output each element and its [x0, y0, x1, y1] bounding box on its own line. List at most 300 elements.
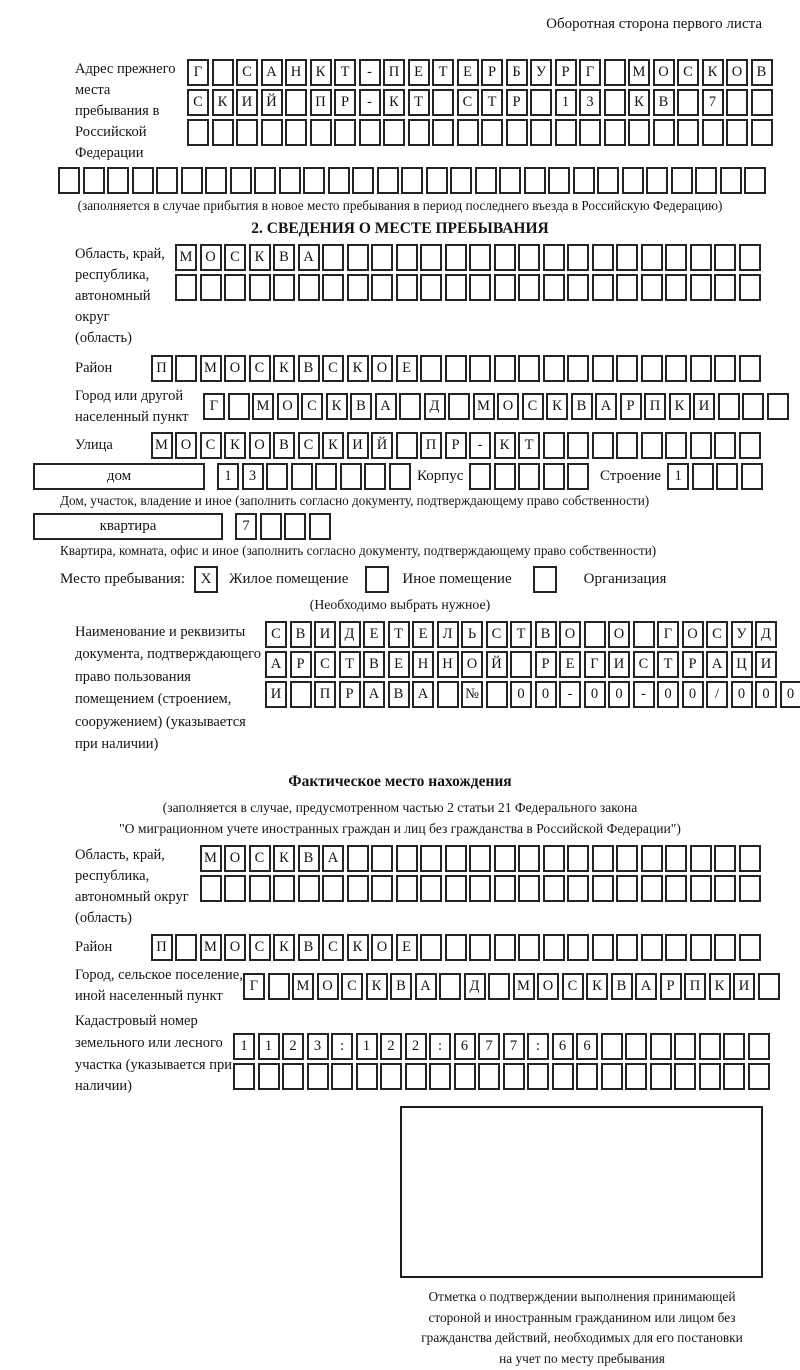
char-box: 6 — [576, 1033, 598, 1060]
char-box: С — [236, 59, 258, 86]
korpus-row — [469, 463, 592, 490]
previous-address-block — [75, 59, 763, 164]
char-box: Ь — [461, 621, 483, 648]
char-box — [494, 934, 516, 961]
char-box — [420, 244, 442, 271]
char-box: И — [236, 89, 258, 116]
char-box: К — [326, 393, 348, 420]
char-box — [426, 167, 448, 194]
char-box: К — [494, 432, 516, 459]
char-box: Т — [432, 59, 454, 86]
previous-address-row-3 — [187, 119, 775, 146]
char-box — [266, 463, 288, 490]
char-box — [405, 1063, 427, 1090]
char-box: 0 — [535, 681, 557, 708]
char-box — [224, 875, 246, 902]
apartment-row — [235, 513, 333, 540]
char-box: / — [706, 681, 728, 708]
char-box — [228, 393, 250, 420]
char-box: М — [200, 845, 222, 872]
char-box — [742, 393, 764, 420]
char-box — [714, 244, 736, 271]
char-box — [690, 244, 712, 271]
char-box — [628, 119, 650, 146]
char-box — [739, 244, 761, 271]
char-box: 3 — [579, 89, 601, 116]
char-box: 0 — [682, 681, 704, 708]
char-box: - — [633, 681, 655, 708]
char-box — [699, 1033, 721, 1060]
actual-district-row — [151, 934, 764, 961]
previous-address-note: (заполняется в случае прибытия в новое место пребывания в период последнего въезда в Российскую Федерацию) — [0, 197, 800, 215]
char-box: Р — [535, 651, 557, 678]
house-note: Дом, участок, владение и иное (заполнить согласно документу, подтверждающему право собственности) — [60, 493, 800, 509]
char-box: К — [669, 393, 691, 420]
char-box — [641, 845, 663, 872]
char-box: Й — [486, 651, 508, 678]
char-box — [450, 167, 472, 194]
actual-district-block — [75, 934, 763, 961]
char-box — [445, 355, 467, 382]
char-box — [767, 393, 789, 420]
char-box — [714, 875, 736, 902]
char-box: С — [486, 621, 508, 648]
char-box: О — [682, 621, 704, 648]
char-box: Т — [481, 89, 503, 116]
char-box: О — [224, 934, 246, 961]
char-box — [396, 432, 418, 459]
char-box — [506, 119, 528, 146]
stamp-caption-line-3: гражданства действий, необходимых для его постановки — [393, 1328, 771, 1349]
char-box — [739, 875, 761, 902]
char-box: Р — [555, 59, 577, 86]
char-box — [741, 463, 763, 490]
char-box: Д — [464, 973, 486, 1000]
char-box — [408, 119, 430, 146]
char-box: 0 — [731, 681, 753, 708]
char-box — [604, 59, 626, 86]
char-box: Г — [243, 973, 265, 1000]
stroenie-label: Строение — [600, 463, 661, 490]
char-box: Е — [457, 59, 479, 86]
actual-region-grid — [200, 845, 764, 929]
char-box — [494, 463, 516, 490]
char-box — [284, 513, 306, 540]
char-box: У — [731, 621, 753, 648]
street-block — [75, 432, 763, 459]
char-box — [543, 432, 565, 459]
char-box: С — [314, 651, 336, 678]
char-box — [758, 973, 780, 1000]
char-box — [552, 1063, 574, 1090]
char-box — [322, 274, 344, 301]
stroenie-row — [667, 463, 765, 490]
char-box — [518, 845, 540, 872]
char-box — [579, 119, 601, 146]
char-box — [481, 119, 503, 146]
document-block — [75, 621, 763, 756]
char-box: О — [249, 432, 271, 459]
char-box: О — [497, 393, 519, 420]
char-box — [726, 119, 748, 146]
char-box: И — [755, 651, 777, 678]
char-box: А — [298, 244, 320, 271]
char-box — [469, 463, 491, 490]
char-box: А — [265, 651, 287, 678]
char-box: - — [359, 89, 381, 116]
cadastral-row-1 — [233, 1033, 772, 1060]
char-box — [380, 1063, 402, 1090]
char-box — [592, 875, 614, 902]
char-box — [641, 934, 663, 961]
char-box — [567, 934, 589, 961]
actual-city-block — [75, 965, 763, 1007]
char-box — [448, 393, 470, 420]
cadastral-grid — [233, 1033, 772, 1098]
char-box: К — [366, 973, 388, 1000]
char-box — [625, 1063, 647, 1090]
char-box: В — [298, 355, 320, 382]
char-box: К — [273, 934, 295, 961]
char-box: С — [298, 432, 320, 459]
char-box: С — [187, 89, 209, 116]
char-box — [175, 274, 197, 301]
char-box: И — [314, 621, 336, 648]
char-box — [396, 875, 418, 902]
char-box — [429, 1063, 451, 1090]
stay-option-residential-label: Жилое помещение — [229, 566, 348, 593]
char-box — [469, 875, 491, 902]
char-box: У — [530, 59, 552, 86]
char-box — [371, 244, 393, 271]
char-box: 7 — [478, 1033, 500, 1060]
char-box — [396, 244, 418, 271]
stay-checkbox-organization — [533, 566, 557, 593]
stamp-caption-line-4: на учет по месту пребывания — [393, 1349, 771, 1370]
char-box — [677, 89, 699, 116]
char-box: С — [562, 973, 584, 1000]
actual-region-row-2 — [200, 875, 764, 902]
char-box: К — [383, 89, 405, 116]
char-box — [310, 119, 332, 146]
stay-type-label: Место пребывания: — [60, 566, 185, 593]
char-box: П — [310, 89, 332, 116]
district-label: Район — [75, 358, 112, 379]
char-box — [702, 119, 724, 146]
char-box — [714, 355, 736, 382]
char-box: М — [200, 355, 222, 382]
char-box — [396, 274, 418, 301]
char-box — [748, 1063, 770, 1090]
char-box — [739, 934, 761, 961]
char-box — [445, 244, 467, 271]
char-box — [604, 119, 626, 146]
char-box — [399, 393, 421, 420]
char-box — [260, 513, 282, 540]
char-box: Т — [510, 621, 532, 648]
char-box — [454, 1063, 476, 1090]
char-box — [518, 875, 540, 902]
char-box — [616, 355, 638, 382]
actual-city-label: Город, сельское поселение, иной населенный пункт — [75, 965, 243, 1007]
char-box: 1 — [555, 89, 577, 116]
char-box: А — [412, 681, 434, 708]
char-box — [543, 875, 565, 902]
stamp-caption-line-2: стороной и иностранным гражданином или лицом без — [393, 1308, 771, 1329]
region-grid — [175, 244, 763, 349]
char-box: 6 — [552, 1033, 574, 1060]
actual-region-row-1 — [200, 845, 764, 872]
stay-checkbox-other — [365, 566, 389, 593]
street-row — [151, 432, 764, 459]
char-box — [714, 432, 736, 459]
char-box: 1 — [667, 463, 689, 490]
actual-city-row — [243, 973, 782, 1000]
char-box — [279, 167, 301, 194]
section2-title: 2. СВЕДЕНИЯ О МЕСТЕ ПРЕБЫВАНИЯ — [0, 220, 800, 238]
char-box — [437, 681, 459, 708]
char-box — [674, 1033, 696, 1060]
document-row-2 — [265, 651, 800, 678]
char-box — [723, 1063, 745, 1090]
char-box — [616, 875, 638, 902]
char-box: К — [709, 973, 731, 1000]
char-box: П — [684, 973, 706, 1000]
char-box — [690, 274, 712, 301]
char-box — [641, 274, 663, 301]
char-box — [359, 119, 381, 146]
char-box: О — [175, 432, 197, 459]
char-box: К — [212, 89, 234, 116]
char-box: А — [415, 973, 437, 1000]
char-box — [254, 167, 276, 194]
char-box — [499, 167, 521, 194]
char-box: 6 — [454, 1033, 476, 1060]
char-box — [665, 244, 687, 271]
char-box: В — [388, 681, 410, 708]
char-box — [616, 274, 638, 301]
char-box — [739, 432, 761, 459]
char-box — [432, 119, 454, 146]
char-box — [205, 167, 227, 194]
char-box — [622, 167, 644, 194]
char-box — [389, 463, 411, 490]
char-box: М — [473, 393, 495, 420]
char-box: О — [653, 59, 675, 86]
char-box — [175, 355, 197, 382]
char-box — [650, 1033, 672, 1060]
char-box: Т — [408, 89, 430, 116]
char-box: 2 — [380, 1033, 402, 1060]
char-box: Д — [339, 621, 361, 648]
char-box: К — [586, 973, 608, 1000]
char-box — [420, 355, 442, 382]
previous-address-row-4 — [58, 167, 800, 194]
apartment-box-label: квартира — [33, 513, 223, 540]
char-box: Д — [755, 621, 777, 648]
char-box — [347, 875, 369, 902]
char-box — [347, 845, 369, 872]
house-block — [33, 463, 763, 490]
char-box — [695, 167, 717, 194]
char-box: И — [608, 651, 630, 678]
char-box — [518, 355, 540, 382]
char-box: 3 — [242, 463, 264, 490]
stay-checkbox-residential: X — [194, 566, 218, 593]
actual-district-label: Район — [75, 937, 112, 958]
char-box: В — [611, 973, 633, 1000]
char-box — [445, 875, 467, 902]
char-box: Й — [261, 89, 283, 116]
city-row — [203, 393, 791, 420]
char-box: Р — [506, 89, 528, 116]
stay-type-block — [60, 566, 763, 593]
char-box — [285, 119, 307, 146]
char-box: : — [429, 1033, 451, 1060]
char-box: № — [461, 681, 483, 708]
char-box: Т — [388, 621, 410, 648]
stay-option-organization-label: Организация — [584, 566, 667, 593]
stamp-caption — [393, 1287, 771, 1369]
char-box — [543, 355, 565, 382]
char-box — [646, 167, 668, 194]
char-box — [567, 875, 589, 902]
char-box: 1 — [258, 1033, 280, 1060]
char-box: М — [151, 432, 173, 459]
char-box: А — [375, 393, 397, 420]
char-box: Е — [396, 355, 418, 382]
char-box — [273, 875, 295, 902]
char-box: 2 — [405, 1033, 427, 1060]
char-box — [432, 89, 454, 116]
char-box: К — [224, 432, 246, 459]
char-box: С — [249, 845, 271, 872]
char-box: - — [469, 432, 491, 459]
char-box — [328, 167, 350, 194]
cadastral-row-2 — [233, 1063, 772, 1090]
previous-address-grid — [187, 59, 775, 164]
char-box — [592, 244, 614, 271]
char-box: О — [200, 244, 222, 271]
char-box: В — [363, 651, 385, 678]
korpus-label: Корпус — [417, 463, 463, 490]
char-box: 7 — [503, 1033, 525, 1060]
char-box — [567, 463, 589, 490]
char-box — [107, 167, 129, 194]
char-box: К — [702, 59, 724, 86]
char-box: 3 — [307, 1033, 329, 1060]
char-box — [494, 244, 516, 271]
char-box — [527, 1063, 549, 1090]
char-box — [674, 1063, 696, 1090]
char-box — [475, 167, 497, 194]
char-box — [445, 934, 467, 961]
char-box — [665, 875, 687, 902]
char-box — [616, 934, 638, 961]
char-box: П — [151, 934, 173, 961]
char-box: Н — [285, 59, 307, 86]
street-label: Улица — [75, 435, 113, 456]
char-box: К — [273, 845, 295, 872]
char-box: В — [751, 59, 773, 86]
char-box: О — [224, 845, 246, 872]
char-box — [224, 274, 246, 301]
char-box — [592, 355, 614, 382]
char-box — [665, 432, 687, 459]
char-box — [439, 973, 461, 1000]
char-box: 1 — [356, 1033, 378, 1060]
char-box: К — [347, 934, 369, 961]
apartment-note: Квартира, комната, офис и иное (заполнить согласно документу, подтверждающему право собственности) — [60, 543, 800, 559]
char-box — [751, 119, 773, 146]
char-box — [690, 875, 712, 902]
char-box — [573, 167, 595, 194]
district-block — [75, 355, 763, 382]
district-row — [151, 355, 764, 382]
char-box — [285, 89, 307, 116]
char-box: И — [347, 432, 369, 459]
char-box — [200, 274, 222, 301]
char-box — [132, 167, 154, 194]
char-box — [543, 244, 565, 271]
char-box: О — [224, 355, 246, 382]
char-box — [718, 393, 740, 420]
char-box: О — [559, 621, 581, 648]
char-box — [347, 244, 369, 271]
char-box — [469, 355, 491, 382]
char-box — [592, 934, 614, 961]
char-box — [665, 355, 687, 382]
char-box: П — [151, 355, 173, 382]
char-box — [469, 274, 491, 301]
char-box — [567, 355, 589, 382]
char-box: В — [350, 393, 372, 420]
region-label: Область, край, республика, автономный округ (область) — [75, 244, 167, 349]
char-box: Т — [339, 651, 361, 678]
char-box — [524, 167, 546, 194]
char-box — [744, 167, 766, 194]
char-box: А — [706, 651, 728, 678]
char-box: Г — [584, 651, 606, 678]
char-box: 1 — [233, 1033, 255, 1060]
char-box: Е — [363, 621, 385, 648]
char-box — [371, 274, 393, 301]
char-box — [690, 355, 712, 382]
char-box: В — [535, 621, 557, 648]
char-box — [331, 1063, 353, 1090]
apartment-block — [33, 513, 763, 540]
char-box — [445, 274, 467, 301]
char-box — [597, 167, 619, 194]
char-box — [212, 59, 234, 86]
char-box: Н — [412, 651, 434, 678]
char-box — [653, 119, 675, 146]
char-box — [543, 274, 565, 301]
char-box: Р — [660, 973, 682, 1000]
char-box: Й — [371, 432, 393, 459]
char-box: С — [457, 89, 479, 116]
char-box — [714, 845, 736, 872]
char-box — [488, 973, 510, 1000]
char-box — [478, 1063, 500, 1090]
char-box — [347, 274, 369, 301]
char-box: К — [273, 355, 295, 382]
document-row-3 — [265, 681, 800, 708]
char-box: С — [224, 244, 246, 271]
char-box: М — [513, 973, 535, 1000]
char-box — [720, 167, 742, 194]
confirmation-stamp-box — [400, 1106, 763, 1278]
